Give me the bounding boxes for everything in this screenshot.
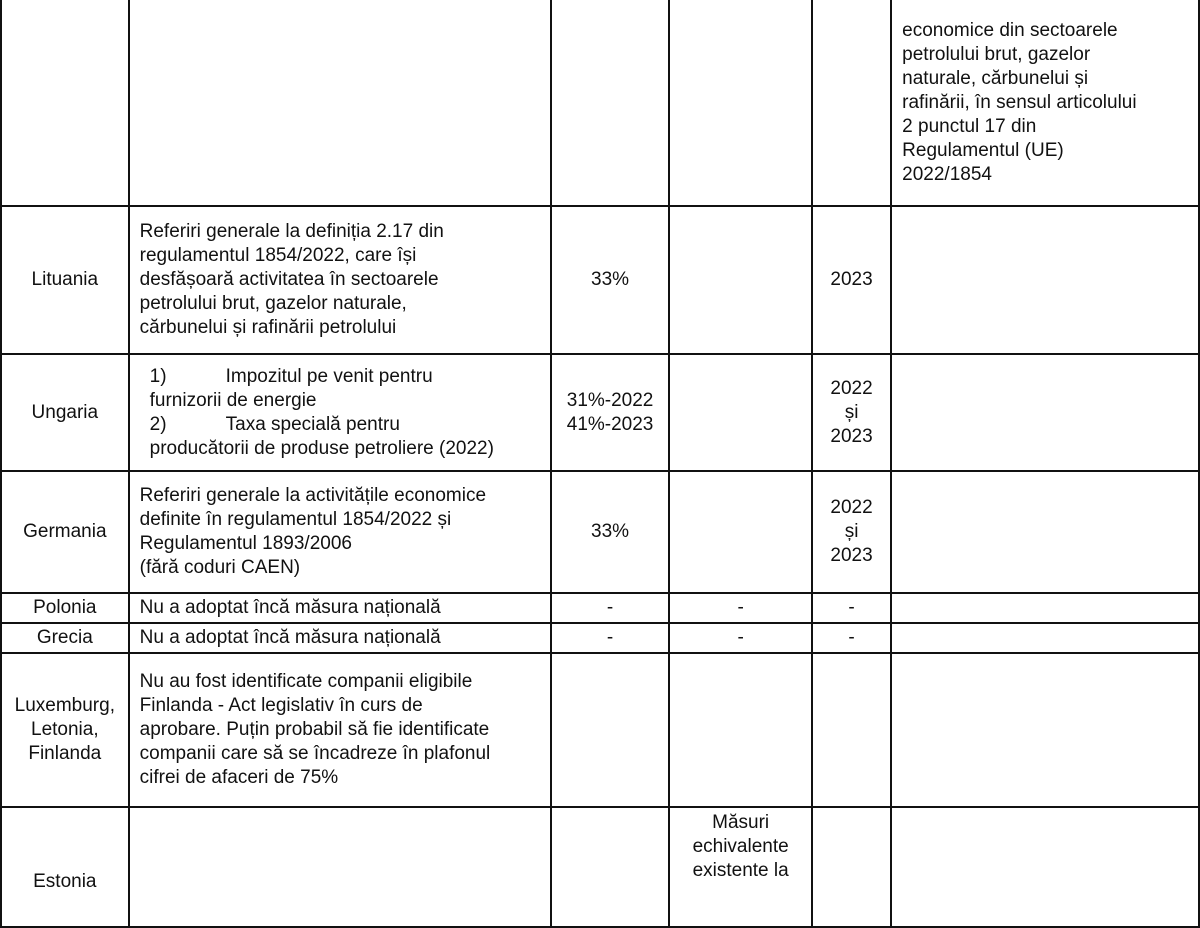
desc-line: Regulamentul 1893/2006 <box>139 533 352 554</box>
year-line: 2023 <box>830 425 873 447</box>
table-row-germania <box>1 471 1199 593</box>
equivalent-cell <box>669 354 812 471</box>
year-cell <box>812 471 891 593</box>
table-row-polonia <box>1 593 1199 623</box>
description-cell <box>129 206 551 354</box>
description-cell: Nu a adoptat încă măsura națională <box>129 593 551 623</box>
list-number: 1) <box>149 365 167 387</box>
country-cell: Grecia <box>1 623 129 653</box>
desc-line: aprobare. Puțin probabil să fie identificate <box>139 719 490 740</box>
cell-note-top <box>891 0 1199 206</box>
equivalent-cell: - <box>669 593 812 623</box>
note-cell <box>891 653 1199 807</box>
table-row-lituania <box>1 206 1199 354</box>
eq-line: existente la <box>692 860 789 881</box>
cell-year-empty <box>812 0 891 206</box>
list-text: Taxa specială pentru <box>225 413 400 435</box>
equivalent-cell: - <box>669 623 812 653</box>
desc-line: producătorii de produse petroliere (2022) <box>149 437 494 459</box>
equivalent-cell <box>669 471 812 593</box>
cell-eq-empty <box>669 0 812 206</box>
desc-line: furnizorii de energie <box>149 389 317 411</box>
list-text: Impozitul pe venit pentru <box>225 365 433 387</box>
rate-line: 31%-2022 <box>566 389 654 411</box>
year-line: și <box>844 521 859 542</box>
description-cell: Nu a adoptat încă măsura națională <box>129 623 551 653</box>
year-line: 2022 <box>830 377 873 399</box>
rate-cell: - <box>551 623 669 653</box>
description-cell <box>129 653 551 807</box>
desc-line: (fără coduri CAEN) <box>139 557 301 578</box>
desc-line: desfășoară activitatea în sectoarele <box>139 269 439 290</box>
year-cell <box>812 354 891 471</box>
year-line: 2022 <box>830 497 873 518</box>
rate-line: 41%-2023 <box>566 413 654 435</box>
year-line: 2023 <box>830 545 873 566</box>
table-row-continuation <box>1 0 1199 206</box>
cell-rate-empty <box>551 0 669 206</box>
note-line: Regulamentul (UE) <box>902 139 1064 161</box>
table-row-luxemburg-letonia-finlanda <box>1 653 1199 807</box>
rate-cell <box>551 807 669 927</box>
description-cell <box>129 807 551 927</box>
list-item <box>150 413 540 437</box>
country-cell <box>1 653 129 807</box>
country-cell: Polonia <box>1 593 129 623</box>
table-row-ungaria <box>1 354 1199 471</box>
desc-line: companii care să se încadreze în plafonul <box>139 743 491 764</box>
note-line: petrolului brut, gazelor <box>902 43 1091 65</box>
desc-line: cifrei de afaceri de 75% <box>139 767 339 788</box>
year-cell: - <box>812 593 891 623</box>
equivalent-cell <box>669 206 812 354</box>
country-cell: Estonia <box>1 807 129 927</box>
rate-cell <box>551 354 669 471</box>
note-line: rafinării, în sensul articolului <box>902 91 1137 113</box>
eq-line: Măsuri <box>712 812 770 833</box>
equivalent-cell <box>669 653 812 807</box>
year-cell: 2023 <box>812 206 891 354</box>
cell-country-empty <box>1 0 129 206</box>
country-cell: Ungaria <box>1 354 129 471</box>
equivalent-cell <box>669 807 812 927</box>
year-cell <box>812 653 891 807</box>
note-cell <box>891 354 1199 471</box>
table-row-grecia <box>1 623 1199 653</box>
list-number: 2) <box>149 413 167 435</box>
description-cell <box>129 354 551 471</box>
desc-line: cărbunelui și rafinării petrolului <box>139 317 397 338</box>
note-line: 2022/1854 <box>902 163 992 185</box>
desc-line: petrolului brut, gazelor naturale, <box>139 293 407 314</box>
note-line: 2 punctul 17 din <box>902 115 1037 137</box>
country-line: Finlanda <box>28 743 102 764</box>
eq-line: echivalente <box>692 836 789 857</box>
country-cell: Lituania <box>1 206 129 354</box>
desc-line: Referiri generale la activitățile economice <box>139 485 487 506</box>
rate-cell: 33% <box>551 471 669 593</box>
cell-desc-empty <box>129 0 551 206</box>
country-cell: Germania <box>1 471 129 593</box>
description-cell <box>129 471 551 593</box>
list-item <box>150 365 540 389</box>
rate-cell <box>551 653 669 807</box>
note-cell <box>891 593 1199 623</box>
note-cell <box>891 206 1199 354</box>
desc-line: definite în regulamentul 1854/2022 și <box>139 509 452 530</box>
desc-line: Finlanda - Act legislativ în curs de <box>139 695 423 716</box>
country-line: Letonia, <box>31 719 99 740</box>
year-line: și <box>844 401 859 423</box>
note-cell <box>891 623 1199 653</box>
year-cell: - <box>812 623 891 653</box>
table-row-estonia <box>1 807 1199 927</box>
note-line: economice din sectoarele <box>902 19 1118 41</box>
year-cell <box>812 807 891 927</box>
rate-cell: 33% <box>551 206 669 354</box>
desc-line: regulamentul 1854/2022, care își <box>139 245 417 266</box>
rate-cell: - <box>551 593 669 623</box>
desc-line: Nu au fost identificate companii eligibile <box>139 671 473 692</box>
note-cell <box>891 471 1199 593</box>
note-line: naturale, cărbunelui și <box>902 67 1089 89</box>
note-cell <box>891 807 1199 927</box>
country-line: Luxemburg, <box>14 695 115 716</box>
desc-line: Referiri generale la definiția 2.17 din <box>139 221 444 242</box>
